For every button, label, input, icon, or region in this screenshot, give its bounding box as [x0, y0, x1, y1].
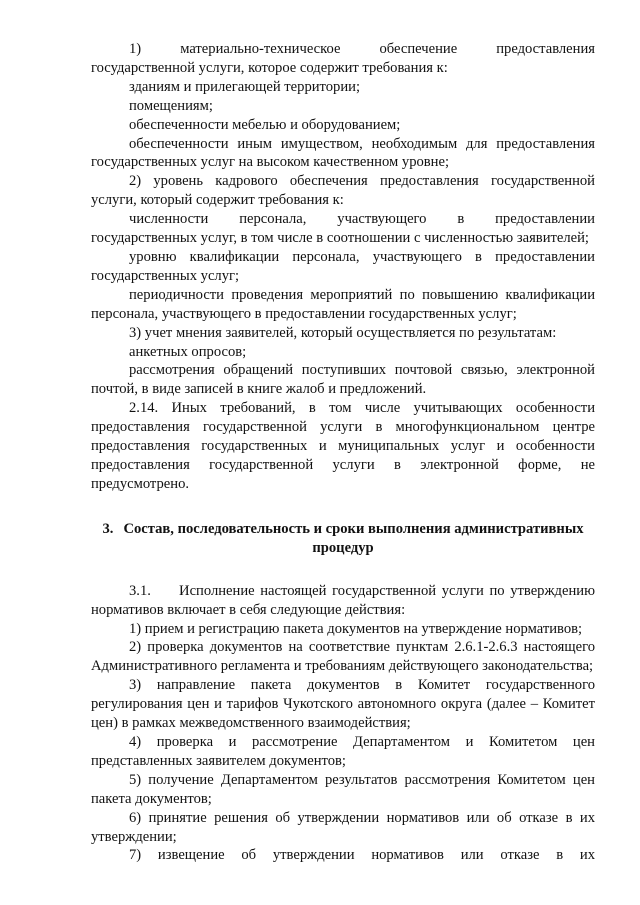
paragraph-appeals: рассмотрения обращений поступивших почтовой связью, электронной почтой, в виде записей в книге жалоб и предложений.: [91, 362, 595, 398]
paragraph-other-property: обеспеченности иным имуществом, необходимым для предоставления государственных услуг на высоком качественном уровне;: [91, 135, 595, 171]
paragraph-furniture: обеспеченности мебелью и оборудованием;: [129, 116, 401, 133]
paragraph-staff-number: численности персонала, участвующего в предоставлении государственных услуг, в том числе в соотношении с численностью заявителей;: [91, 211, 595, 247]
paragraph-2-14: 2.14. Иных требований, в том числе учитывающих особенности предоставления государственной услуги в многофункциональном центре предоставления государственных и муниципальных услуг и особенности предоставления государственной услуги в электронной форме, не предусмотрено.: [91, 400, 595, 492]
paragraph-step-5: 5) получение Департаментом результатов рассмотрения Комитетом цен пакета документов;: [91, 771, 595, 807]
paragraph-step-7: 7) извещение об утверждении нормативов или отказе в их: [129, 847, 595, 864]
paragraph-training: периодичности проведения мероприятий по повышению квалификации персонала, участвующего в предоставлении государственных услуг;: [91, 286, 595, 322]
paragraph-surveys: анкетных опросов;: [129, 343, 247, 360]
paragraph-buildings: зданиям и прилегающей территории;: [129, 78, 361, 95]
paragraph-premises: помещениям;: [129, 97, 213, 114]
paragraph-staffing: 2) уровень кадрового обеспечения предоставления государственной услуги, который содержит требования к:: [91, 173, 595, 209]
paragraph-step-3: 3) направление пакета документов в Комитет государственного регулирования цен и тарифов Чукотского автономного округа (далее – Комитет цен) в рамках межведомственного взаимодействия;: [91, 677, 595, 732]
paragraph-qualification: уровню квалификации персонала, участвующего в предоставлении государственных услуг;: [91, 248, 595, 284]
paragraph-step-1: 1) прием и регистрацию пакета документов на утверждение нормативов;: [129, 620, 583, 637]
document-page: [91, 40, 595, 865]
section-heading: [91, 520, 595, 558]
section-number: 3.: [102, 520, 114, 537]
paragraph-step-4: 4) проверка и рассмотрение Департаментом и Комитетом цен представленных заявителем документов;: [91, 734, 595, 769]
paragraph-step-2: 2) проверка документов на соответствие пунктам 2.6.1-2.6.3 настоящего Административного регламента и требованиям действующего законодательства;: [91, 639, 595, 675]
paragraph-applicant-opinion: 3) учет мнения заявителей, который осуществляется по результатам:: [129, 324, 557, 341]
paragraph-step-6: 6) принятие решения об утверждении нормативов или об отказе в их утверждении;: [91, 809, 595, 845]
paragraph-material-support: 1) материально-техническое обеспечение предоставления государственной услуги, которое содержит требования к:: [91, 41, 595, 76]
paragraph-3-1: 3.1. Исполнение настоящей государственной услуги по утверждению нормативов включает в себя следующие действия:: [91, 582, 595, 618]
section-title: Состав, последовательность и сроки выполнения административных процедур: [123, 520, 584, 556]
